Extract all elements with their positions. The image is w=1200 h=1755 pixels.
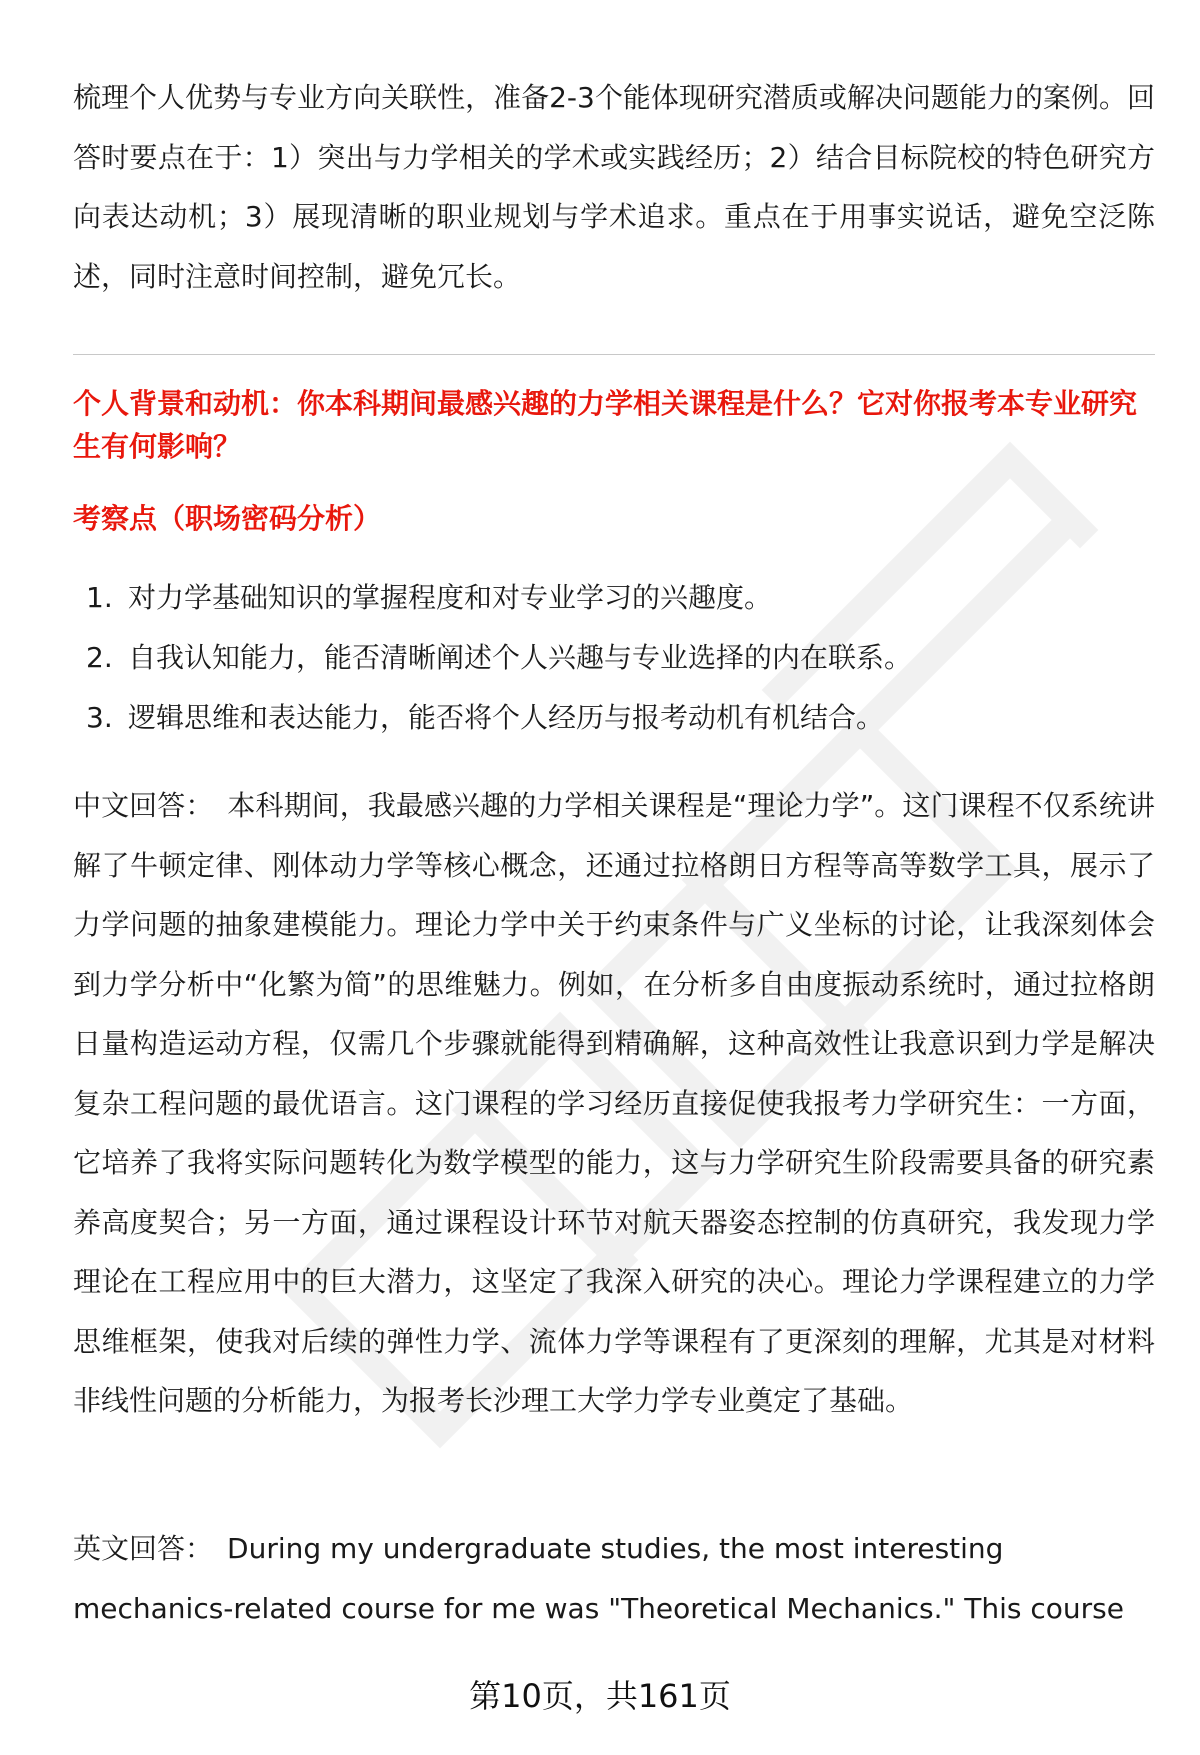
- list-item: [73, 688, 1155, 748]
- section-divider: [73, 354, 1155, 355]
- list-item: [73, 568, 1155, 628]
- chinese-answer-paragraph: [73, 776, 1155, 1431]
- list-item-number: 2.: [86, 641, 113, 674]
- list-item-number: 3.: [86, 701, 113, 734]
- english-answer-text: During my undergraduate studies, the most interesting mechanics-related course for me was "Theoretical Mechanics." This course: [73, 1532, 1124, 1625]
- question-heading: 个人背景和动机：你本科期间最感兴趣的力学相关课程是什么？它对你报考本专业研究生有何影响？: [73, 387, 1138, 463]
- chinese-answer-label: 中文回答：: [73, 789, 214, 822]
- list-item: [73, 628, 1155, 688]
- list-item-text: 对力学基础知识的掌握程度和对专业学习的兴趣度。: [128, 581, 773, 614]
- english-answer-paragraph: [73, 1519, 1155, 1638]
- page-number-footer: 第10页，共161页: [469, 1677, 731, 1715]
- assessment-heading: 考察点（职场密码分析）: [73, 502, 382, 535]
- list-item-text: 自我认知能力，能否清晰阐述个人兴趣与专业选择的内在联系。: [128, 641, 913, 674]
- english-answer-label: 英文回答：: [73, 1532, 214, 1565]
- assessment-list: [73, 568, 1155, 748]
- intro-paragraph: 梳理个人优势与专业方向关联性，准备2-3个能体现研究潜质或解决问题能力的案例。回答时要点在于：1）突出与力学相关的学术或实践经历；2）结合目标院校的特色研究方向表达动机；3）展现清晰的职业规划与学术追求。重点在于用事实说话，避免空泛陈述，同时注意时间控制，避免冗长。: [73, 81, 1155, 293]
- chinese-answer-text: 本科期间，我最感兴趣的力学相关课程是“理论力学”。这门课程不仅系统讲解了牛顿定律、刚体动力学等核心概念，还通过拉格朗日方程等高等数学工具，展示了力学问题的抽象建模能力。理论力学中关于约束条件与广义坐标的讨论，让我深刻体会到力学分析中“化繁为简”的思维魅力。例如，在分析多自由度振动系统时，通过拉格朗日量构造运动方程，仅需几个步骤就能得到精确解，这种高效性让我意识到力学是解决复杂工程问题的最优语言。这门课程的学习经历直接促使我报考力学研究生：一方面，它培养了我将实际问题转化为数学模型的能力，这与力学研究生阶段需要具备的研究素养高度契合；另一方面，通过课程设计环节对航天器姿态控制的仿真研究，我发现力学理论在工程应用中的巨大潜力，这坚定了我深入研究的决心。理论力学课程建立的力学思维框架，使我对后续的弹性力学、流体力学等课程有了更深刻的理解，尤其是对材料非线性问题的分析能力，为报考长沙理工大学力学专业奠定了基础。: [73, 789, 1155, 1417]
- list-item-number: 1.: [86, 581, 113, 614]
- list-item-text: 逻辑思维和表达能力，能否将个人经历与报考动机有机结合。: [128, 701, 885, 734]
